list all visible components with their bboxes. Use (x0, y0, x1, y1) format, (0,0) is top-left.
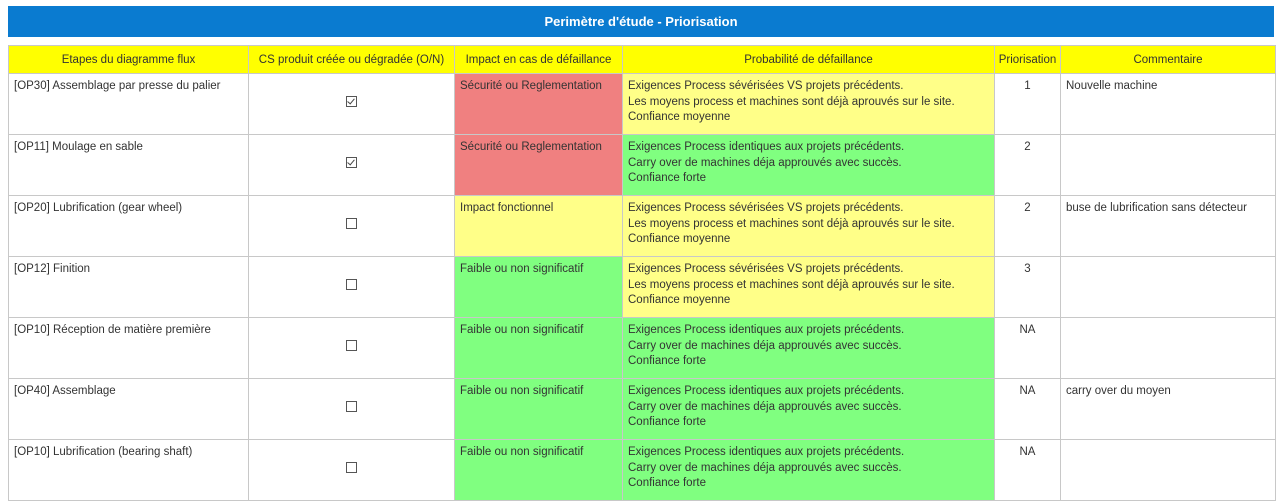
impact-cell (455, 74, 623, 135)
step-label: [OP12] Finition (14, 263, 91, 275)
priority-cell (995, 440, 1061, 501)
probability-cell (623, 74, 995, 135)
table-row (9, 135, 1276, 196)
step-label: [OP10] Lubrification (bearing shaft) (14, 446, 193, 458)
priorisation-table (8, 45, 1276, 501)
probability-line-3: Confiance forte (628, 477, 706, 489)
probability-cell (623, 379, 995, 440)
probability-line-1: Exigences Process sévérisées VS projets précédents. (628, 202, 904, 214)
impact-label: Impact fonctionnel (460, 202, 554, 214)
probability-line-1: Exigences Process identiques aux projets précédents. (628, 385, 905, 397)
probability-line-1: Exigences Process sévérisées VS projets précédents. (628, 80, 904, 92)
cs-cell (249, 257, 455, 318)
impact-label: Faible ou non significatif (460, 263, 584, 275)
impact-cell (455, 318, 623, 379)
comment-text: Nouvelle machine (1066, 80, 1158, 92)
table-row (9, 196, 1276, 257)
probability-cell (623, 318, 995, 379)
priority-value: 3 (1024, 263, 1031, 275)
impact-label: Faible ou non significatif (460, 385, 584, 397)
impact-cell (455, 257, 623, 318)
cs-cell (249, 135, 455, 196)
probability-line-1: Exigences Process identiques aux projets précédents. (628, 446, 905, 458)
table-row (9, 257, 1276, 318)
table-header-row (9, 46, 1276, 74)
probability-line-2: Carry over de machines déja approuvés avec succès. (628, 400, 902, 413)
probability-line-2: Carry over de machines déja approuvés avec succès. (628, 461, 902, 474)
step-cell (9, 440, 249, 501)
priority-cell (995, 318, 1061, 379)
probability-line-2: Les moyens process et machines sont déjà aprouvés sur le site. (628, 217, 955, 230)
step-cell (9, 74, 249, 135)
impact-cell (455, 440, 623, 501)
column-header-probability: Probabilité de défaillance (623, 46, 995, 74)
cs-cell (249, 318, 455, 379)
column-header-cs: CS produit créée ou dégradée (O/N) (249, 46, 455, 74)
column-header-comment: Commentaire (1061, 46, 1276, 74)
priority-cell (995, 257, 1061, 318)
priority-cell (995, 135, 1061, 196)
column-header-step: Etapes du diagramme flux (9, 46, 249, 74)
table-row (9, 318, 1276, 379)
step-cell (9, 318, 249, 379)
priority-cell (995, 74, 1061, 135)
impact-label: Sécurité ou Reglementation (460, 80, 602, 92)
comment-cell[interactable] (1061, 257, 1276, 318)
priority-value: NA (1019, 324, 1036, 336)
probability-cell (623, 135, 995, 196)
probability-line-3: Confiance moyenne (628, 233, 731, 245)
step-label: [OP30] Assemblage par presse du palier (14, 80, 221, 92)
step-label: [OP11] Moulage en sable (14, 141, 143, 153)
comment-cell[interactable] (1061, 379, 1276, 440)
comment-cell[interactable] (1061, 196, 1276, 257)
comment-cell[interactable] (1061, 135, 1276, 196)
comment-cell[interactable] (1061, 318, 1276, 379)
step-cell (9, 379, 249, 440)
probability-line-1: Exigences Process sévérisées VS projets précédents. (628, 263, 904, 275)
step-cell (9, 135, 249, 196)
comment-text: carry over du moyen (1066, 385, 1171, 397)
comment-cell[interactable] (1061, 440, 1276, 501)
priority-value: 1 (1024, 80, 1031, 92)
probability-line-2: Carry over de machines déja approuvés avec succès. (628, 339, 902, 352)
probability-line-2: Les moyens process et machines sont déjà aprouvés sur le site. (628, 95, 955, 108)
probability-line-2: Carry over de machines déja approuvés avec succès. (628, 156, 902, 169)
probability-cell (623, 196, 995, 257)
cs-checkbox[interactable] (346, 218, 357, 229)
page-title-banner: Perimètre d'étude - Priorisation (8, 6, 1274, 37)
cs-checkbox-checked[interactable] (346, 157, 357, 168)
probability-line-1: Exigences Process identiques aux projets précédents. (628, 141, 905, 153)
probability-cell (623, 257, 995, 318)
priority-value: 2 (1024, 202, 1031, 214)
cs-checkbox[interactable] (346, 401, 357, 412)
comment-text: buse de lubrification sans détecteur (1066, 202, 1247, 214)
comment-cell[interactable] (1061, 74, 1276, 135)
cs-cell (249, 74, 455, 135)
step-cell (9, 196, 249, 257)
probability-line-3: Confiance forte (628, 172, 706, 184)
priority-cell (995, 196, 1061, 257)
probability-line-3: Confiance forte (628, 355, 706, 367)
impact-cell (455, 135, 623, 196)
probability-line-2: Les moyens process et machines sont déjà aprouvés sur le site. (628, 278, 955, 291)
impact-cell (455, 379, 623, 440)
probability-cell (623, 440, 995, 501)
cs-checkbox[interactable] (346, 340, 357, 351)
cs-checkbox[interactable] (346, 279, 357, 290)
table-row (9, 440, 1276, 501)
probability-line-1: Exigences Process identiques aux projets précédents. (628, 324, 905, 336)
priority-value: NA (1019, 446, 1036, 458)
step-label: [OP20] Lubrification (gear wheel) (14, 202, 183, 214)
column-header-impact: Impact en cas de défaillance (455, 46, 623, 74)
impact-cell (455, 196, 623, 257)
cs-checkbox-checked[interactable] (346, 96, 357, 107)
cs-cell (249, 440, 455, 501)
probability-line-3: Confiance moyenne (628, 294, 731, 306)
cs-cell (249, 196, 455, 257)
priority-value: NA (1019, 385, 1036, 397)
table-row (9, 74, 1276, 135)
cs-cell (249, 379, 455, 440)
impact-label: Sécurité ou Reglementation (460, 141, 602, 153)
priority-cell (995, 379, 1061, 440)
impact-label: Faible ou non significatif (460, 446, 584, 458)
table-row (9, 379, 1276, 440)
step-cell (9, 257, 249, 318)
impact-label: Faible ou non significatif (460, 324, 584, 336)
probability-line-3: Confiance forte (628, 416, 706, 428)
column-header-priority: Priorisation (995, 46, 1061, 74)
step-label: [OP40] Assemblage (14, 385, 116, 397)
step-label: [OP10] Réception de matière première (14, 324, 211, 336)
priority-value: 2 (1024, 141, 1031, 153)
probability-line-3: Confiance moyenne (628, 111, 731, 123)
cs-checkbox[interactable] (346, 462, 357, 473)
